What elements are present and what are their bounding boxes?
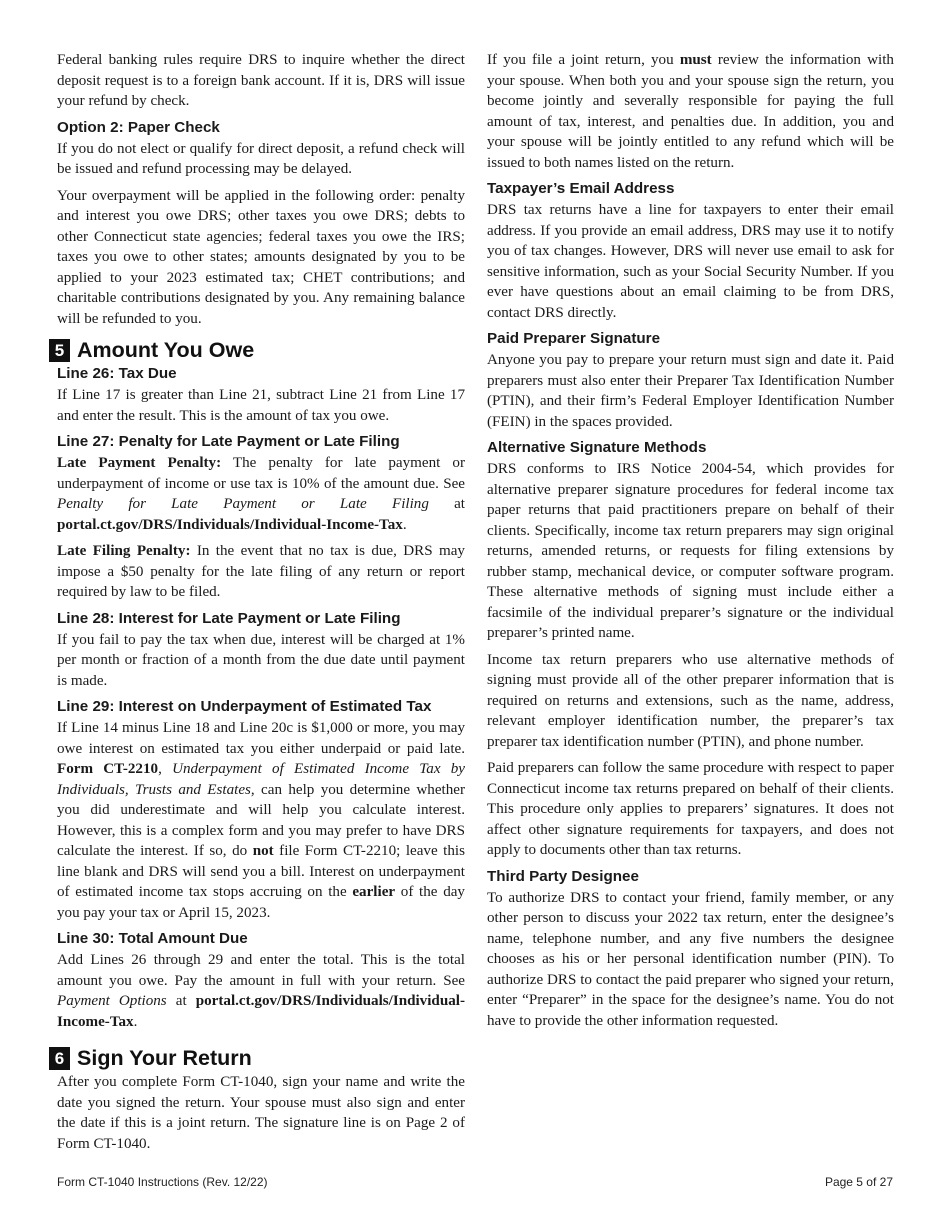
email-heading: Taxpayer’s Email Address — [487, 180, 675, 197]
right-column — [487, 50, 894, 1037]
line28-heading: Line 28: Interest for Late Payment or Late Filing — [57, 609, 401, 627]
line29-italic: Underpayment of Estimated Income Tax by Individuals, Trusts and Estates — [57, 761, 465, 798]
left-column — [54, 50, 465, 1160]
line30-heading: Line 30: Total Amount Due — [57, 930, 248, 947]
line29-text-a: If Line 14 minus Line 18 and Line 20c is $1,000 or more, you may owe interest on estimated tax you either underpaid or paid late. — [57, 720, 465, 757]
line29-heading: Line 29: Interest on Underpayment of Estimated Tax — [57, 698, 432, 715]
late-payment-italic: Penalty for Late Payment or Late Filing — [57, 496, 429, 512]
third-party-heading: Third Party Designee — [487, 867, 639, 885]
alt-signature-paragraph-3: Paid preparers can follow the same procedure with respect to paper Connecticut income tax returns prepared on behalf of their clients. This procedure only applies to preparers’ signatures. It does not affect other signature requirements for taxpayers, and does not apply to documents other than tax returns. — [487, 760, 894, 858]
overpayment-paragraph: Your overpayment will be applied in the following order: penalty and interest you owe DRS; other taxes you owe DRS; debts to other Connecticut state agencies; federal taxes you owe the IRS; taxes you owe to other states; amounts designated by you to be applied to your 2023 estimated tax; CHET contributions; and charitable contributions designated by you. Any remaining balance will be refunded to you. — [57, 187, 465, 327]
late-filing-paragraph — [57, 541, 465, 603]
line29-paragraph — [57, 718, 465, 923]
preparer-paragraph: Anyone you pay to prepare your return must sign and date it. Paid preparers must also enter their Preparer Tax Identification Number (PTIN), and their firm’s Federal Employer Identification Number (FEIN) in the spaces provided. — [487, 352, 894, 430]
joint-text-b: review the information with your spouse. When both you and your spouse sign the return, you become jointly and severally responsible for paying the full amount of tax, interest, and penalties due. In addition, you and your spouse will be jointly entitled to any refund which will be issued to both names listed on the return. — [487, 52, 894, 171]
section-5-title: Amount You Owe — [77, 338, 255, 362]
line30-italic: Payment Options — [57, 993, 167, 1009]
email-paragraph: DRS tax returns have a line for taxpayers to enter their email address. If you provide an email address, DRS may use it to notify you of tax changes. However, DRS will never use email to ask for sensitive information, such as your Social Security Number. If you ever have questions about an email claiming to be from DRS, contact DRS directly. — [487, 202, 894, 321]
paper-check-paragraph: If you do not elect or qualify for direct deposit, a refund check will be issued and refund processing may be delayed. — [57, 140, 465, 177]
alt-signature-paragraph-2: Income tax return preparers who use alternative methods of signing must provide all of the other preparer information that is required on returns and extensions, such as the name, address, relevant employer identification number, the preparer’s tax preparer tax identification number (PTIN), and phone number. — [487, 651, 894, 750]
line29-form: Form CT-2210 — [57, 761, 159, 777]
line26-paragraph: If Line 17 is greater than Line 21, subtract Line 21 from Line 17 and enter the result. This is the amount of tax you owe. — [57, 387, 465, 424]
joint-return-paragraph — [487, 50, 894, 173]
late-filing-label: Late Filing Penalty: — [57, 543, 191, 559]
preparer-heading: Paid Preparer Signature — [487, 330, 661, 347]
line29-earlier: earlier — [352, 884, 396, 900]
section-6-title: Sign Your Return — [77, 1046, 252, 1070]
late-payment-end: . — [402, 516, 407, 533]
line29-text-b: , can help you determine whether you did underestimate and will help you calculate interest. However, this is a complex form and you may prefer to have DRS calculate the interest. If so, do — [57, 781, 465, 859]
joint-must: must — [679, 52, 712, 68]
line30-at: at — [166, 993, 196, 1009]
line29-comma: , — [158, 761, 173, 777]
line28-paragraph: If you fail to pay the tax when due, interest will be charged at 1% per month or fraction of a month from the due date until payment is made. — [57, 631, 465, 689]
line26-heading: Line 26: Tax Due — [57, 365, 177, 382]
section-6-number: 6 — [49, 1047, 70, 1070]
line30-url: portal.ct.gov/DRS/Individuals/Individual-Income-Tax — [57, 993, 465, 1030]
footer-form-label: Form CT-1040 Instructions (Rev. 12/22) — [57, 1175, 268, 1189]
option2-heading: Option 2: Paper Check — [57, 118, 220, 136]
late-payment-url: portal.ct.gov/DRS/Individuals/Individual-Income-Tax — [57, 516, 403, 533]
line30-end: . — [133, 1013, 138, 1030]
late-filing-text: In the event that no tax is due, DRS may impose a $50 penalty for the late filing of any return or report required by law to be filed. — [57, 543, 465, 600]
line30-paragraph — [57, 950, 465, 1032]
late-payment-paragraph — [57, 453, 465, 535]
section-6-header — [49, 1046, 465, 1071]
third-party-paragraph: To authorize DRS to contact your friend, family member, or any other person to discuss your 2022 tax return, enter the designee’s name, telephone number, and any five numbers the designee chooses as his or her personal identification number (PIN). To authorize DRS to contact the paid preparer who signed your return, enter “Preparer” in the space for the designee’s name. You do not have to provide the other information requested. — [487, 889, 894, 1029]
joint-text-a: If you file a joint return, you — [487, 52, 680, 68]
foreign-account-paragraph: Federal banking rules require DRS to inquire whether the direct deposit request is to a foreign bank account. If it is, DRS will issue your refund by check. — [57, 52, 465, 109]
alt-signature-heading: Alternative Signature Methods — [487, 439, 707, 456]
section-5-header — [49, 338, 465, 363]
line29-not: not — [252, 843, 274, 859]
line27-heading: Line 27: Penalty for Late Payment or Late Filing — [57, 433, 400, 450]
sign-paragraph: After you complete Form CT-1040, sign your name and write the date you signed the return. Your spouse must also sign and enter the date if this is a joint return. The signature line is on Page 2 of Form CT-1040. — [57, 1074, 465, 1152]
late-payment-label: Late Payment Penalty: — [57, 455, 222, 471]
alt-signature-paragraph-1: DRS conforms to IRS Notice 2004-54, which provides for alternative preparer signature procedures for federal income tax paper returns that paid practitioners prepare on behalf of their clients. Specifically, income tax return preparers may sign original returns, amended returns, or requests for filing extensions by rubber stamp, mechanical device, or computer software program. These alternative methods of signing must include either a facsimile of the individual preparer’s signature or the individual preparer’s printed name. — [487, 461, 894, 641]
footer-page-number: Page 5 of 27 — [824, 1175, 893, 1189]
line29-text-c: file Form CT-2210; leave this line blank and DRS will send you a bill. Interest on underpayment of estimated income tax stops accruing on the — [57, 843, 465, 900]
late-payment-at: at — [428, 496, 465, 512]
line29-text-d: of the day you pay your tax or April 15, 2023. — [57, 884, 465, 921]
line30-text-a: Add Lines 26 through 29 and enter the total. This is the total amount you owe. Pay the amount in full with your return. See — [57, 952, 465, 989]
late-payment-text: The penalty for late payment or underpayment of income or use tax is 10% of the amount due. See — [57, 455, 465, 492]
section-5-number: 5 — [49, 339, 70, 362]
